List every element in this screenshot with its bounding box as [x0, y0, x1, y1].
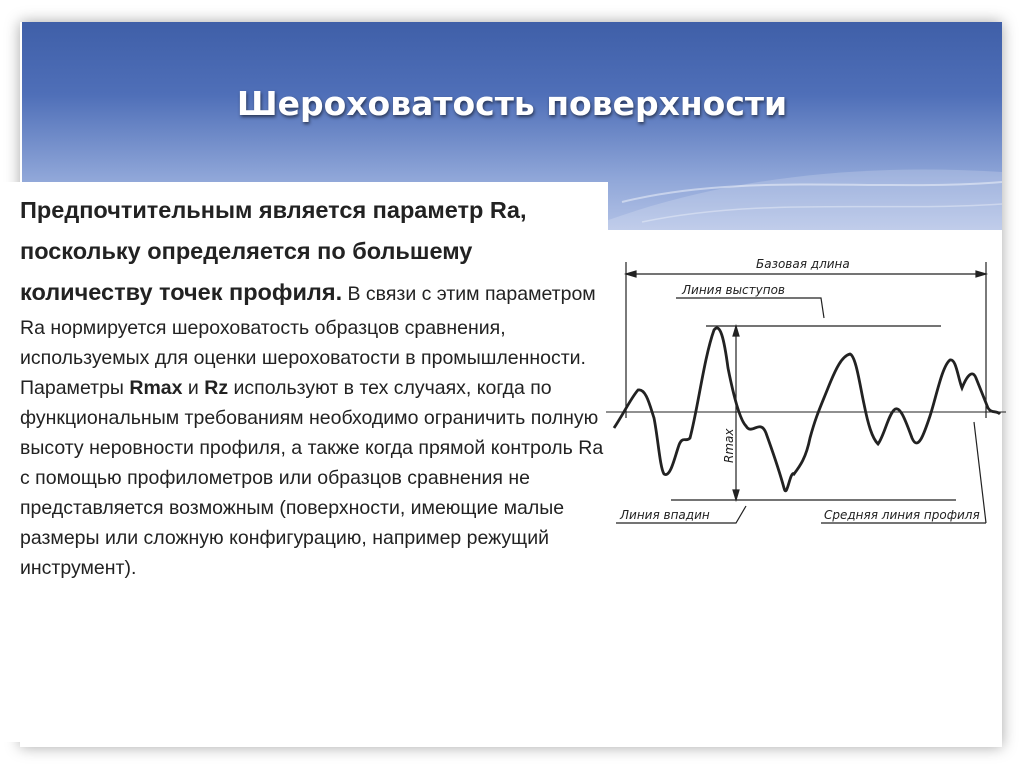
page-title: Шероховатость поверхности	[236, 84, 788, 123]
valley-line-label: Линия впадин	[620, 508, 710, 522]
term-rz: Rz	[204, 377, 229, 399]
roughness-profile-diagram	[606, 238, 1006, 538]
lead-statement: Предпочтительным является параметр Ra, поскольку определяется по большему количеству точек профиля.	[20, 197, 527, 305]
base-length-label: Базовая длина	[756, 257, 850, 271]
peak-line-leader	[676, 298, 824, 318]
body-paragraph-1: В связи с этим параметром Ra нормируется шероховатость образцов сравнения, используемых для оценки шероховатости в промышленности.	[20, 283, 596, 369]
term-rmax: Rmax	[129, 377, 183, 399]
body-text	[20, 190, 605, 583]
rmax-label: Rmax	[722, 428, 736, 463]
roughness-profile-curve	[614, 328, 1000, 491]
peak-line-label: Линия выступов	[682, 283, 785, 297]
body-paragraph-2-prefix: Параметры	[20, 377, 130, 399]
and-word: и	[182, 377, 205, 399]
mean-line-label: Средняя линия профиля	[824, 508, 980, 522]
body-paragraph-2: используют в тех случаях, когда по функциональным требованиям необходимо ограничить полную высоту неровности профиля, а также когда прямой контроль Ra с помощью профилометров или образцов сравнения не представляется возможным (поверхности, имеющие малые размеры или сложную конфигурацию, например режущий инструмент).	[20, 377, 604, 579]
